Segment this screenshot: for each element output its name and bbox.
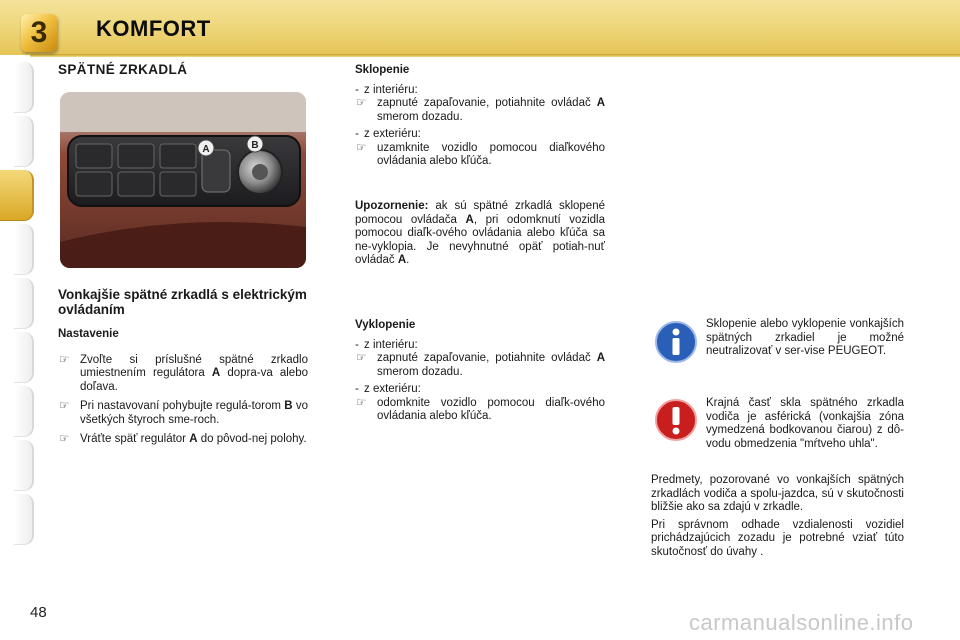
pointing-hand-icon: ☞ [59, 433, 70, 445]
closing-paragraphs [651, 474, 904, 559]
mirror-control-photo [60, 92, 306, 268]
chapter-title: KOMFORT [96, 16, 211, 41]
paragraph-distance: Pri správnom odhade vzdialenosti vozidiel prichádzajúcich zozadu je potrebné vziať túto skutočnosť do úvahy . [651, 518, 904, 558]
pointing-hand-icon: ☞ [59, 353, 70, 366]
header-rule [30, 54, 960, 57]
watermark: carmanualsonline.info [689, 610, 914, 635]
chapter-tab-3-active[interactable] [0, 170, 34, 221]
nastavenie-item-2: ☞ Pri nastavovaní pohybujte regulá-torom B vo všetkých štyroch sme-roch. [59, 400, 309, 426]
nastavenie-block [58, 328, 308, 447]
nastavenie-item-1: ☞ Zvoľte si príslušné spätné zrkadlo umiestnením regulátora A dopra-va alebo doľava. [59, 353, 308, 393]
chapter-tabs [0, 62, 32, 582]
info-note: Sklopenie alebo vyklopenie vonkajších spätných zrkadiel je možné neutralizovať v ser-vise PEUGEOT. [706, 318, 904, 357]
chapter-tab-5[interactable] [14, 278, 34, 329]
sklopenie-exterior-item: ☞ uzamknite vozidlo pomocou diaľkového ovládania alebo kľúča. [356, 141, 605, 167]
vyklopenie-exterior-label: - z exteriéru: [355, 383, 421, 395]
sklopenie-exterior-label: - z exteriéru: [355, 128, 421, 140]
section-title: SPÄTNÉ ZRKADLÁ [58, 62, 188, 77]
chapter-tab-8[interactable] [14, 440, 34, 491]
pointing-hand-icon: ☞ [356, 97, 367, 109]
photo-label-a: A [202, 144, 210, 155]
vyklopenie-interior-item: ☞ zapnuté zapaľovanie, potiahnite ovládač A smerom dozadu. [356, 352, 605, 378]
pointing-hand-icon: ☞ [356, 396, 367, 409]
vyklopenie-interior-label: - z interiéru: [355, 338, 418, 351]
chapter-tab-7[interactable] [14, 386, 34, 437]
nastavenie-title: Nastavenie [58, 328, 119, 340]
sklopenie-title: Sklopenie [355, 64, 410, 76]
chapter-tab-6[interactable] [14, 332, 34, 383]
warning-icon [654, 398, 698, 442]
sklopenie-interior-label: - z interiéru: [355, 83, 418, 96]
vyklopenie-block [355, 319, 605, 424]
chapter-number-badge: 3 [21, 14, 57, 52]
door-panel-illustration [60, 92, 306, 268]
vyklopenie-title: Vyklopenie [355, 319, 416, 331]
page-number: 48 [30, 604, 47, 621]
pointing-hand-icon: ☞ [356, 352, 367, 364]
vyklopenie-exterior-item: ☞ odomknite vozidlo pomocou diaľk-ového ovládania alebo kľúča. [356, 396, 605, 422]
pointing-hand-icon: ☞ [356, 141, 367, 154]
subsection-title: Vonkajšie spätné zrkadlá s elektrickým ovládaním [58, 287, 307, 317]
chapter-tab-4[interactable] [14, 224, 34, 275]
sklopenie-interior-item: ☞ zapnuté zapaľovanie, potiahnite ovládač A smerom dozadu. [356, 97, 605, 123]
pointing-hand-icon: ☞ [59, 400, 70, 412]
chapter-tab-2[interactable] [14, 116, 34, 167]
info-icon [654, 320, 698, 364]
warning-note: Krajná časť skla spätného zrkadla vodiča je asférická (vonkajšia zóna vymedzená bodkovanou čiarou) z dô-vodu obmedzenia "mŕtveho uhla". [706, 397, 904, 450]
chapter-tab-1[interactable] [14, 62, 34, 113]
chapter-tab-9[interactable] [14, 494, 34, 545]
nastavenie-item-3: ☞ Vráťte späť regulátor A do pôvod-nej polohy. [59, 433, 307, 445]
upozornenie-paragraph: Upozornenie: ak sú spätné zrkadlá sklopené pomocou ovládača A, pri odomknutí vozidla pomocou diaľk-ového ovládania alebo kľúča sa ne-vyklopia. Je nevyhnutné opäť potiah-nuť ovládač A. [355, 200, 606, 266]
paragraph-objects: Predmety, pozorované vo vonkajších spätných zrkadlách vodiča a spolu-jazdca, sú v skutočnosti bližšie ako sa zdajú v zrkadle. [651, 474, 904, 513]
photo-label-b: B [251, 140, 259, 151]
sklopenie-block [355, 64, 605, 169]
